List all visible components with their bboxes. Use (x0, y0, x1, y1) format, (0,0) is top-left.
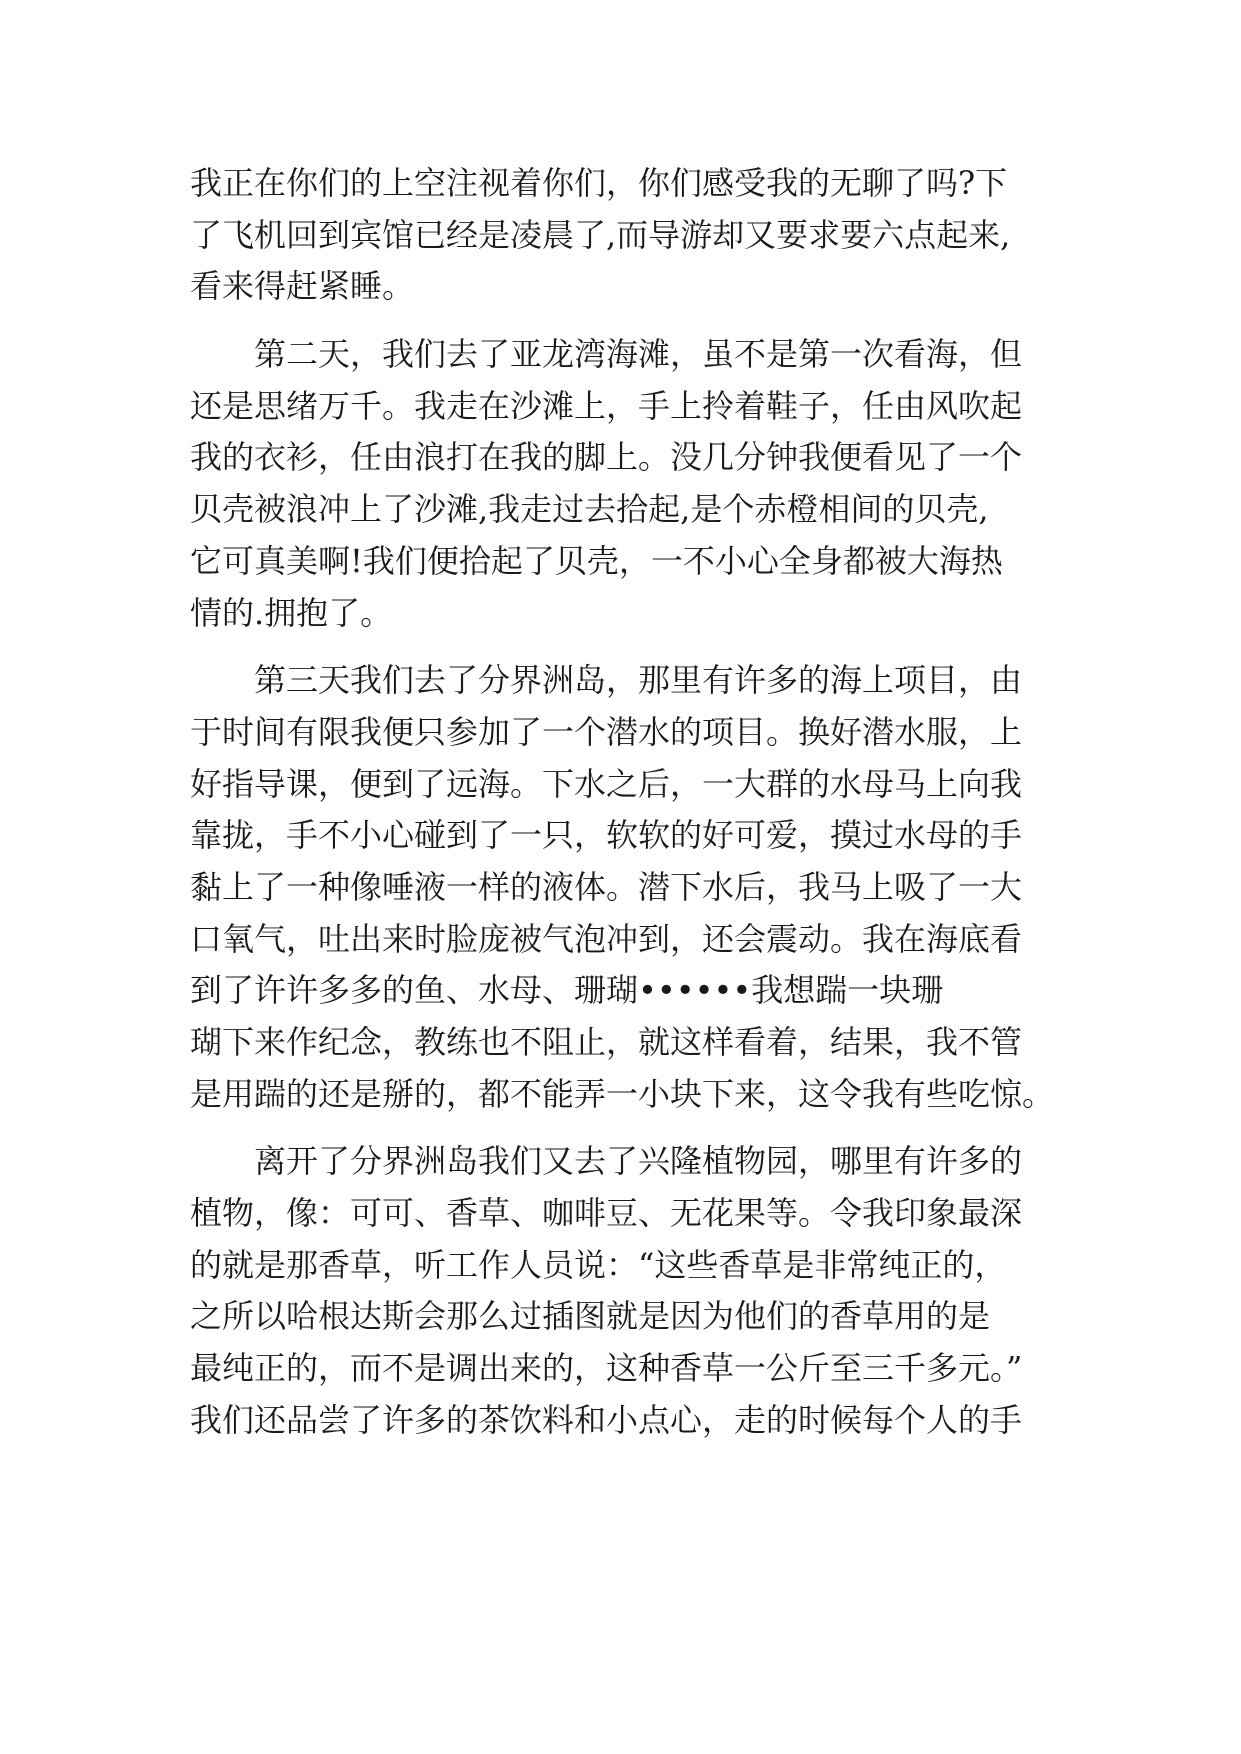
text-line: 到了许许多多的鱼、水母、珊瑚••••••我想踹一块珊 (190, 971, 944, 1010)
text-line: 情的.拥抱了。 (190, 593, 393, 632)
text-line: 最纯正的，而不是调出来的，这种香草一公斤至三千多元。” (190, 1349, 1023, 1388)
text-line: 瑚下来作纪念，教练也不阻止，就这样看着，结果，我不管 (190, 1023, 1023, 1061)
text-line: 我正在你们的上空注视着你们，你们感受我的无聊了吗?下 (190, 164, 1008, 202)
paragraph-first-line: 第二天，我们去了亚龙湾海滩，虽不是第一次看海，但 (254, 335, 1023, 374)
text-line: 看来得赶紧睡。 (190, 267, 415, 306)
text-line: 之所以哈根达斯会那么过插图就是因为他们的香草用的是 (190, 1297, 991, 1336)
paragraph-first-line: 第三天我们去了分界洲岛，那里有许多的海上项目，由 (254, 661, 1023, 700)
paragraph-first-line: 离开了分界洲岛我们又去了兴隆植物园，哪里有许多的 (254, 1142, 1023, 1181)
body-text (190, 158, 1070, 1447)
text-line: 于时间有限我便只参加了一个潜水的项目。换好潜水服，上 (190, 712, 1023, 751)
text-line: 的就是那香草，听工作人员说：“这些香草是非常纯正的， (190, 1245, 1007, 1284)
text-line: 它可真美啊!我们便拾起了贝壳，一不小心全身都被大海热 (190, 541, 1003, 580)
text-line: 植物，像：可可、香草、咖啡豆、无花果等。令我印象最深 (190, 1194, 1023, 1233)
text-line: 黏上了一种像唾液一样的液体。潜下水后，我马上吸了一大 (190, 867, 1023, 906)
text-line: 是用踹的还是掰的，都不能弄一小块下来，这令我有些吃惊。 (190, 1074, 1055, 1113)
text-line: 我的衣衫，任由浪打在我的脚上。没几分钟我便看见了一个 (190, 438, 1023, 477)
text-line: 还是思绪万千。我走在沙滩上，手上拎着鞋子，任由风吹起 (190, 386, 1023, 425)
text-line: 好指导课，便到了远海。下水之后，一大群的水母马上向我 (190, 764, 1023, 803)
text-line: 贝壳被浪冲上了沙滩,我走过去拾起,是个赤橙相间的贝壳, (190, 490, 989, 529)
text-line: 口氧气，吐出来时脸庞被气泡冲到，还会震动。我在海底看 (190, 919, 1023, 958)
text-line: 我们还品尝了许多的茶饮料和小点心，走的时候每个人的手 (190, 1400, 1023, 1439)
text-line: 了飞机回到宾馆已经是凌晨了,而导游却又要求要六点起来, (190, 215, 1011, 254)
text-line: 靠拢，手不小心碰到了一只，软软的好可爱，摸过水母的手 (190, 816, 1023, 855)
